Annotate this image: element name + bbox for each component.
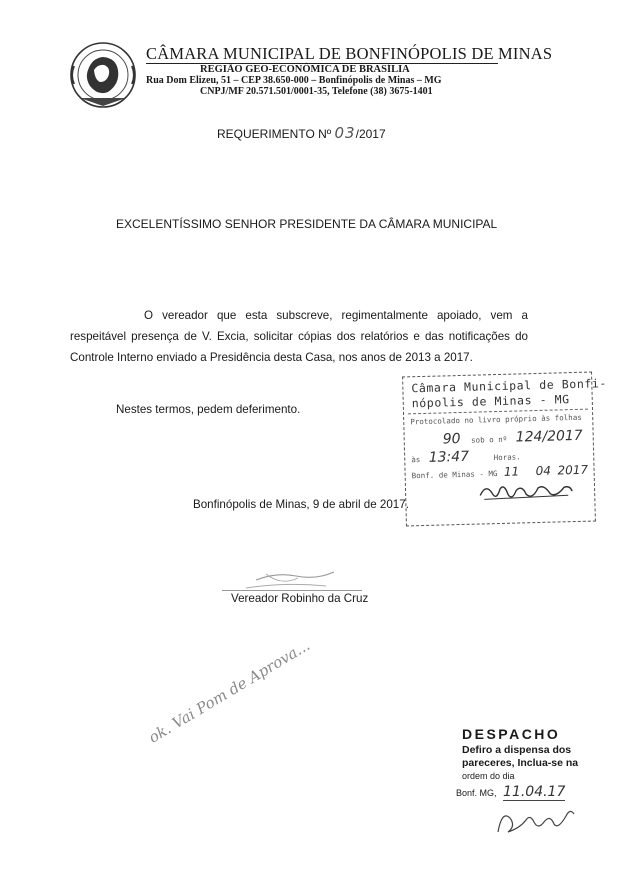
request-body: [70, 305, 528, 368]
despacho-title: DESPACHO: [462, 726, 561, 742]
stamp-protocol-label: Protocolado no livro próprio às folhas: [410, 412, 582, 427]
stamp-time: 13:47: [428, 448, 470, 466]
req-prefix: REQUERIMENTO Nº: [217, 127, 332, 141]
closing-line: Nestes termos, pedem deferimento.: [116, 403, 301, 416]
stamp-protocol-row: [411, 428, 583, 448]
chamber-title: CÂMARA MUNICIPAL DE BONFINÓPOLIS DE MINAS: [146, 44, 553, 63]
despacho-date: 11.04.17: [503, 784, 566, 800]
despacho-date-row: [456, 784, 565, 800]
cnpj-phone-line: CNPJ/MF 20.571.501/0001-35, Telefone (38) 3675-1401: [200, 86, 433, 97]
req-number: 03: [334, 124, 356, 142]
despacho-line-2: pareceres, Inclua-se na: [462, 757, 579, 769]
stamp-date-year: 2017: [557, 462, 589, 478]
stamp-protocol-number: 124/2017: [515, 427, 583, 446]
requerimento-heading: [217, 124, 386, 142]
despacho-date-label: Bonf. MG,: [456, 788, 497, 798]
stamp-line-1: Câmara Municipal de Bonfi-: [411, 376, 608, 396]
stamp-sob-label: sob o nº: [470, 434, 508, 445]
salutation: EXCELENTÍSSIMO SENHOR PRESIDENTE DA CÂMARA MUNICIPAL: [116, 217, 498, 231]
stamp-line-2: nópolis de Minas - MG: [411, 392, 570, 411]
protocol-stamp: [402, 372, 608, 527]
stamp-as-label: às: [411, 455, 421, 465]
request-body-text: O vereador que esta subscreve, regimentalmente apoiado, vem a respeitável presença de V. Excia, solicitar cópias dos relatórios e das notificações do Controle Interno enviado a Presidência desta Casa, nos anos de 2013 a 2017.: [70, 309, 528, 364]
region-line: REGIÃO GEO-ECONÔMICA DE BRASÍLIA: [200, 64, 410, 75]
stamp-time-row: [411, 447, 521, 466]
municipal-seal-icon: [68, 40, 138, 110]
date-line: Bonfinópolis de Minas, 9 de abril de 2017.: [193, 498, 409, 511]
stamp-date-month: 04: [535, 463, 552, 479]
stamp-horas-label: Horas.: [493, 452, 521, 463]
handwritten-signature-icon: [476, 477, 577, 506]
stamp-city-label: Bonf. de Minas - MG: [411, 469, 498, 481]
stamp-folhas: 90: [442, 431, 461, 448]
stamp-date-day: 11: [503, 464, 520, 479]
margin-handwritten-note: ok. Vai Pom de Aprova...: [145, 636, 313, 747]
despacho-line-1: Defiro a dispensa dos: [462, 744, 572, 756]
signature-line: [222, 590, 362, 591]
despacho-line-3: ordem do dia: [462, 771, 515, 781]
signer-name: Vereador Robinho da Cruz: [231, 592, 369, 605]
handwritten-signature-icon: [490, 800, 580, 840]
address-line: Rua Dom Elizeu, 51 – CEP 38.650-000 – Bonfinópolis de Minas – MG: [146, 75, 442, 86]
req-year: /2017: [355, 127, 386, 141]
